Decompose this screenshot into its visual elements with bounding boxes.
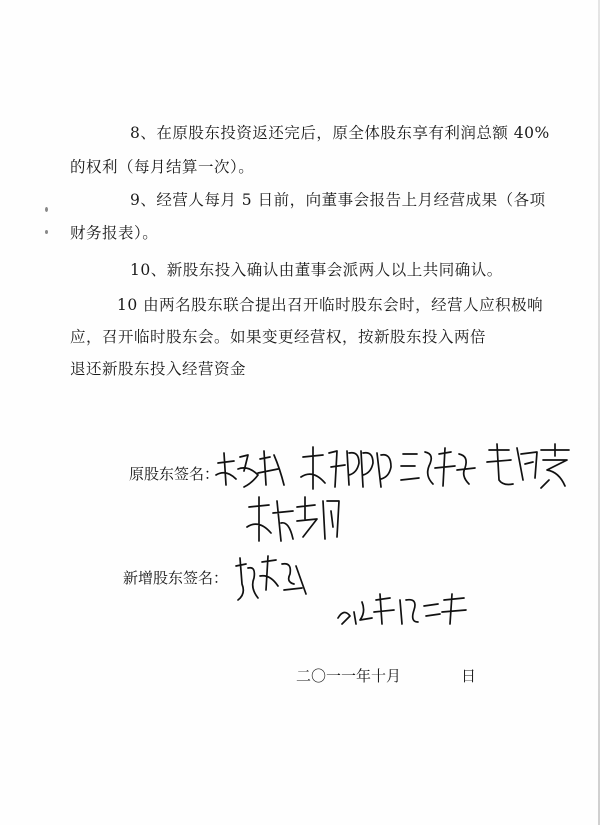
- clause-9-line-2: 财务报表）。: [70, 224, 159, 242]
- clause-10b-line-3: 退还新股东投入经营资金: [70, 360, 247, 378]
- scan-mark: [45, 207, 48, 212]
- clause-10b-line-2: 应，召开临时股东会。如果变更经营权，按新股东投入两倍: [70, 328, 487, 346]
- clause-10b-line-1: 10 由两名股东联合提出召开临时股东会时，经营人应积极响: [117, 296, 544, 314]
- new-shareholder-label: 新增股东签名：: [123, 569, 229, 587]
- handwritten-date: [334, 590, 474, 634]
- signature-2: [297, 443, 397, 499]
- clause-8-line-2: 的权利（每月结算一次）。: [70, 158, 255, 176]
- signature-5: [243, 493, 343, 553]
- printed-day: 日: [461, 667, 477, 685]
- signature-3: [399, 446, 479, 496]
- original-shareholders-label: 原股东签名：: [129, 465, 220, 483]
- signature-4: [485, 440, 575, 496]
- clause-10-line-1: 10、新股东投入确认由董事会派两人以上共同确认。: [130, 261, 503, 279]
- signature-1: [214, 445, 292, 497]
- scan-mark: [45, 230, 48, 234]
- clause-8-line-1: 8、在原股东投资返还完后，原全体股东享有利润总额 40%: [130, 124, 550, 142]
- signature-new-shareholder: [232, 554, 312, 610]
- printed-date: 二〇一一年十月: [296, 667, 402, 685]
- clause-9-line-1: 9、经营人每月 5 日前，向董事会报告上月经营成果（各项: [130, 191, 546, 209]
